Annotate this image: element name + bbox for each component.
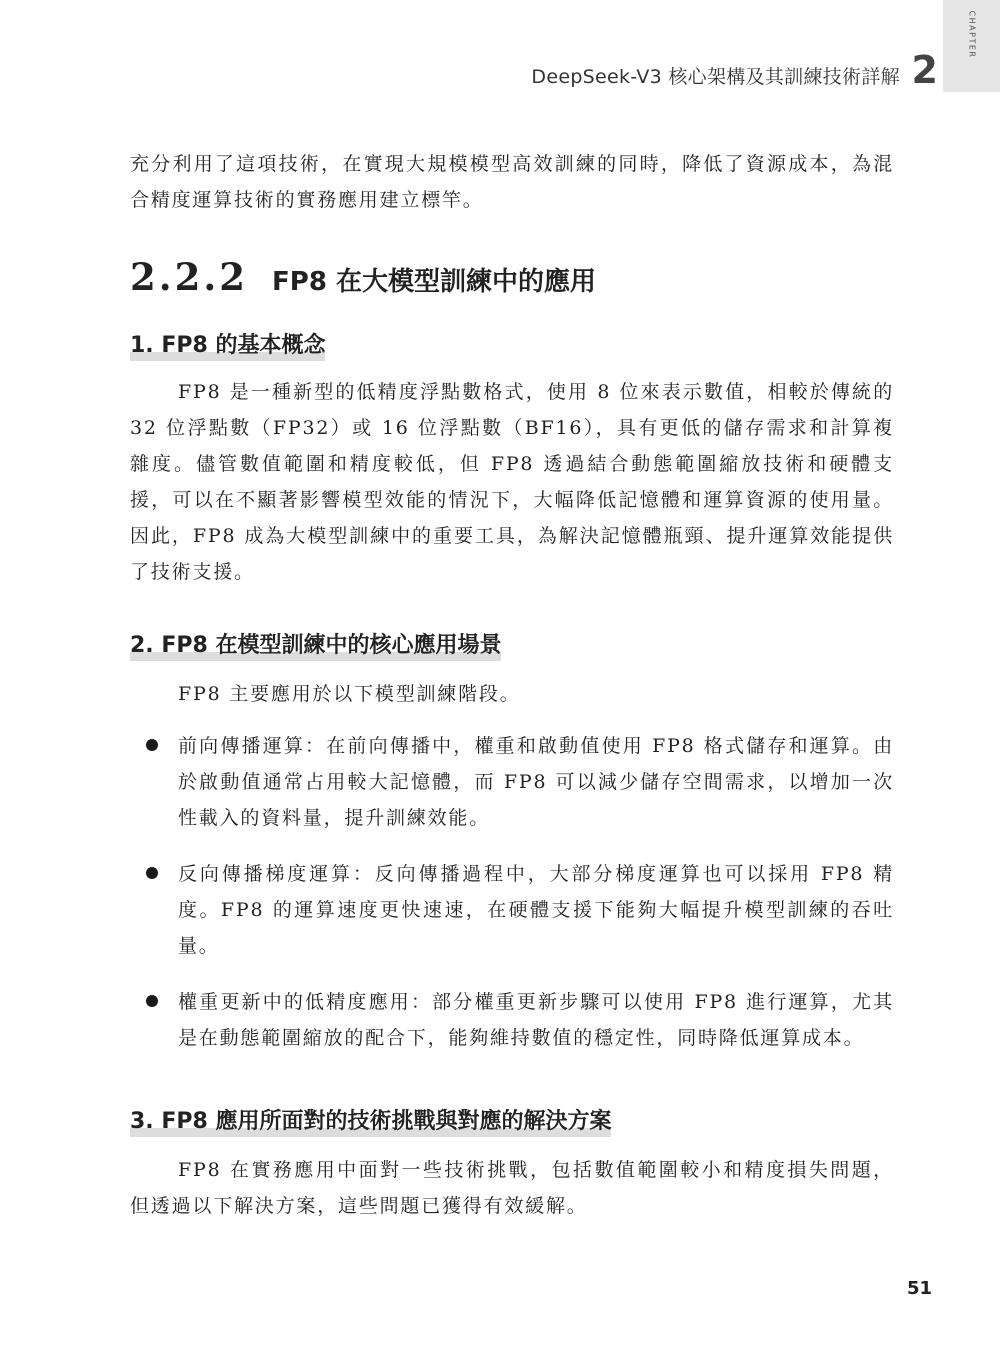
chapter-tab [943, 0, 1000, 92]
list-item [130, 856, 894, 964]
bullet-list [130, 728, 894, 1056]
subsection-2-heading: 2. FP8 在模型訓練中的核心應用場景 [130, 628, 501, 661]
page-number: 51 [906, 1278, 932, 1299]
chapter-number: 2 [911, 48, 938, 92]
bullet-text: 前向傳播運算：在前向傳播中，權重和啟動值使用 FP8 格式儲存和運算。由於啟動值通常占用較大記憶體，而 FP8 可以減少儲存空間需求，以增加一次性載入的資料量，提升訓練效能。 [178, 735, 894, 829]
running-title: DeepSeek-V3 核心架構及其訓練技術詳解 [531, 66, 900, 88]
subsection-3-paragraph: FP8 在實務應用中面對一些技術挑戰，包括數值範圍較小和精度損失問題，但透過以下解決方案，這些問題已獲得有效緩解。 [130, 1159, 894, 1217]
bullet-icon [146, 739, 158, 751]
section-heading [130, 255, 894, 299]
subsection-3-heading: 3. FP8 應用所面對的技術挑戰與對應的解決方案 [130, 1104, 611, 1137]
subsection-1-paragraph: FP8 是一種新型的低精度浮點數格式，使用 8 位來表示數值，相較於傳統的 32 位浮點數（FP32）或 16 位浮點數（BF16），具有更低的儲存需求和計算複雜度。儘管數值範圍和精度較低，但 FP8 透過結合動態範圍縮放技術和硬體支援，可以在不顯著影響模型效能的情況下，大幅降低記憶體和運算資源的使用量。因此，FP8 成為大模型訓練中的重要工具，為解決記憶體瓶頸、提升運算效能提供了技術支援。 [130, 381, 894, 583]
section-title: FP8 在大模型訓練中的應用 [272, 267, 596, 297]
intro-paragraph: 充分利用了這項技術，在實現大規模模型高效訓練的同時，降低了資源成本，為混合精度運算技術的實務應用建立標竿。 [130, 153, 894, 211]
chapter-tab-label: CHAPTER [967, 10, 976, 59]
bullet-icon [146, 995, 158, 1007]
subsection-1-heading: 1. FP8 的基本概念 [130, 328, 325, 361]
subsection-2-intro: FP8 主要應用於以下模型訓練階段。 [178, 683, 521, 705]
list-item [130, 728, 894, 836]
bullet-text: 反向傳播梯度運算：反向傳播過程中，大部分梯度運算也可以採用 FP8 精度。FP8 的運算速度更快速速，在硬體支援下能夠大幅提升模型訓練的吞吐量。 [178, 863, 894, 957]
section-number: 2.2.2 [130, 255, 248, 299]
list-item [130, 984, 894, 1056]
bullet-icon [146, 867, 158, 879]
bullet-text: 權重更新中的低精度應用：部分權重更新步驟可以使用 FP8 進行運算，尤其是在動態範圍縮放的配合下，能夠維持數值的穩定性，同時降低運算成本。 [178, 991, 894, 1049]
